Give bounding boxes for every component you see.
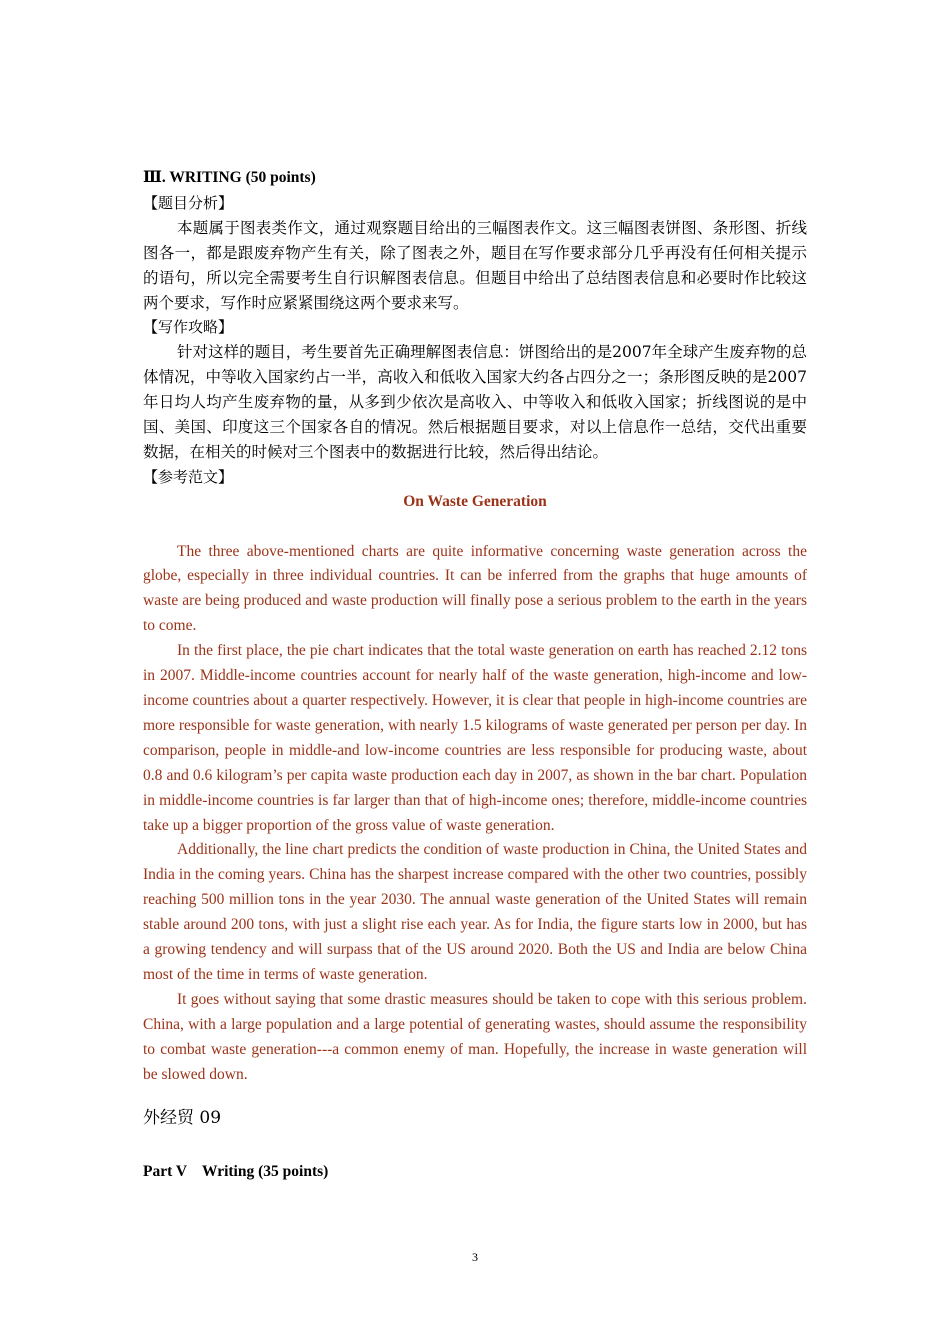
essay-paragraph-3: Additionally, the line chart predicts the condition of waste production in China, the United States and India in the coming years. China has the sharpest increase compared with the other two countries, possibly reaching 500 million tons in the year 2030. The annual waste generation of the United States will remain stable around 200 tons, with just a slight rise each year. As for India, the figure starts low in 2000, but has a growing tendency and will surpass that of the US around 2020. Both the US and India are below China most of the time in terms of waste generation. [143,841,807,983]
part-v-heading: Part V Writing (35 points) [143,1162,329,1180]
next-section-title: 外经贸 09 [143,1107,222,1128]
strategy-paragraph: 针对这样的题目，考生要首先正确理解图表信息：饼图给出的是2007年全球产生废弃物的总体情况，中等收入国家约占一半，高收入和低收入国家大约各占四分之一；条形图反映的是2007年日均人均产生废弃物的量，从多到少依次是高收入、中等收入和低收入国家；折线图说的是中国、美国、印度这三个国家各自的情况。然后根据题目要求，对以上信息作一总结，交代出重要数据，在相关的时候对三个图表中的数据进行比较，然后得出结论。 [143,343,807,461]
sample-essay-label: 【参考范文】 [143,467,234,486]
analysis-paragraph: 本题属于图表类作文，通过观察题目给出的三幅图表作文。这三幅图表饼图、条形图、折线图各一，都是跟废弃物产生有关，除了图表之外，题目在写作要求部分几乎再没有任何相关提示的语句，所以完全需要考生自行识解图表信息。但题目中给出了总结图表信息和必要时作比较这两个要求，写作时应紧紧围绕这两个要求来写。 [143,218,807,312]
analysis-label: 【题目分析】 [143,193,234,212]
page-number: 3 [472,1250,478,1264]
essay-body [143,540,807,1088]
essay-paragraph-4: It goes without saying that some drastic measures should be taken to cope with this serious problem. China, with a large population and a large potential of generating wastes, should assume the responsibility to combat waste generation---a common enemy of man. Hopefully, the increase in waste generation will be slowed down. [143,990,807,1083]
strategy-label: 【写作攻略】 [143,318,234,337]
essay-paragraph-2: In the first place, the pie chart indicates that the total waste generation on earth has reached 2.12 tons in 2007. Middle-income countries account for nearly half of the waste generation, high-income and low-income countries about a quarter respectively. However, it is clear that people in high-income countries are more responsible for waste generation, with nearly 1.5 kilograms of waste generated per person per day. In comparison, people in middle-and low-income countries are less responsible for producing waste, about 0.8 and 0.6 kilogram’s per capita waste production each day in 2007, as shown in the bar chart. Population in middle-income countries is far larger than that of high-income ones; therefore, middle-income countries take up a bigger proportion of the gross value of waste generation. [143,642,807,834]
essay-paragraph-1: The three above-mentioned charts are quite informative concerning waste generation across the globe, especially in three individual countries. It can be inferred from the graphs that huge amounts of waste are being produced and waste production will finally pose a serious problem to the earth in the years to come. [143,542,807,635]
essay-title: On Waste Generation [403,492,547,510]
page-content [143,166,807,1184]
section-heading: Ⅲ. WRITING (50 points) [143,169,316,186]
